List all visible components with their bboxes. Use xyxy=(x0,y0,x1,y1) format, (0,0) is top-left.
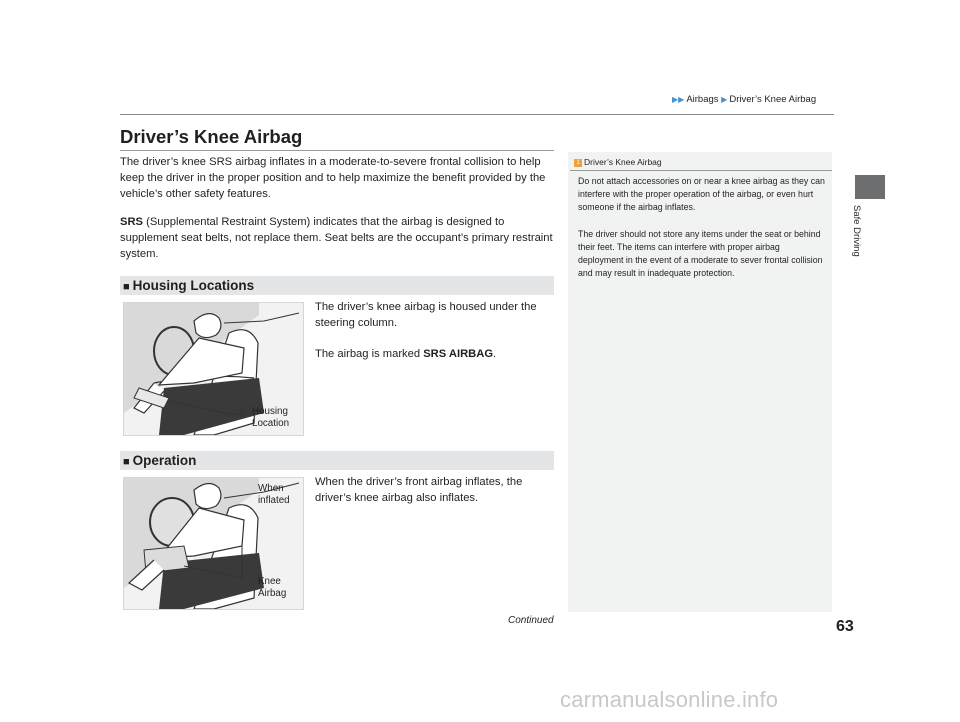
figure-label-when-inflated: When inflated xyxy=(258,483,290,506)
srs-term: SRS xyxy=(120,216,144,228)
note-paragraph-2: The driver should not store any items under the seat or behind their feet. The items can interfere with proper airbag deployment in the event of a moderate to sever frontal collision and may result in inadequate protection. xyxy=(578,229,823,278)
page-number: 63 xyxy=(836,618,854,635)
srs-airbag-mark: SRS AIRBAG xyxy=(423,348,494,360)
continued-label: Continued xyxy=(508,615,554,626)
chapter-tab xyxy=(855,175,885,199)
note-paragraph-1: Do not attach accessories on or near a knee airbag as they can interfere with the proper operation of the airbag, or even hurt someone if the airbag inflates. xyxy=(578,176,825,212)
intro-paragraph: The driver’s knee SRS airbag inflates in a moderate-to-severe frontal collision to help keep the driver in the proper position and to help maximize the benefit provided by the vehicle’s other safety features. xyxy=(120,156,546,201)
page-title: Driver’s Knee Airbag xyxy=(120,126,303,147)
breadcrumb-item-airbags[interactable]: Airbags xyxy=(686,94,719,105)
note-panel xyxy=(568,152,832,612)
srs-description: (Supplemental Restraint System) indicates that the airbag is designed to supplement seat belts, not replace them. Seat belts are the occupant’s primary restraint system. xyxy=(120,216,553,261)
section-square-icon: ■ xyxy=(123,281,130,293)
airbag-marking-text: The airbag is marked SRS AIRBAG. xyxy=(315,348,497,360)
breadcrumb xyxy=(672,94,816,105)
title-divider xyxy=(120,150,554,151)
breadcrumb-item-knee-airbag[interactable]: Driver’s Knee Airbag xyxy=(729,94,817,105)
section-title: Operation xyxy=(132,453,197,468)
figure-label-knee-airbag: Knee Airbag xyxy=(258,576,287,599)
chapter-tab-label: Safe Driving xyxy=(851,205,862,257)
operation-description: When the driver’s front airbag inflates, the driver’s knee airbag also inflates. xyxy=(315,476,523,505)
section-header-operation xyxy=(120,451,554,470)
section-square-icon: ■ xyxy=(123,456,130,468)
section-header-housing-locations xyxy=(120,276,554,295)
section-title: Housing Locations xyxy=(132,278,255,293)
header-divider xyxy=(120,114,834,115)
note-divider xyxy=(570,170,832,171)
note-heading: 1 Driver’s Knee Airbag xyxy=(574,157,662,167)
breadcrumb-separator-icon: ▶ xyxy=(721,95,728,104)
figure-label-housing: Housing Location xyxy=(252,406,290,429)
watermark: carmanualsonline.info xyxy=(560,687,779,712)
breadcrumb-arrow-icon: ▶▶ xyxy=(672,95,685,104)
housing-description: The driver’s knee airbag is housed under the steering column. xyxy=(315,301,537,330)
srs-paragraph xyxy=(120,214,556,263)
note-index-icon: 1 xyxy=(574,159,582,167)
